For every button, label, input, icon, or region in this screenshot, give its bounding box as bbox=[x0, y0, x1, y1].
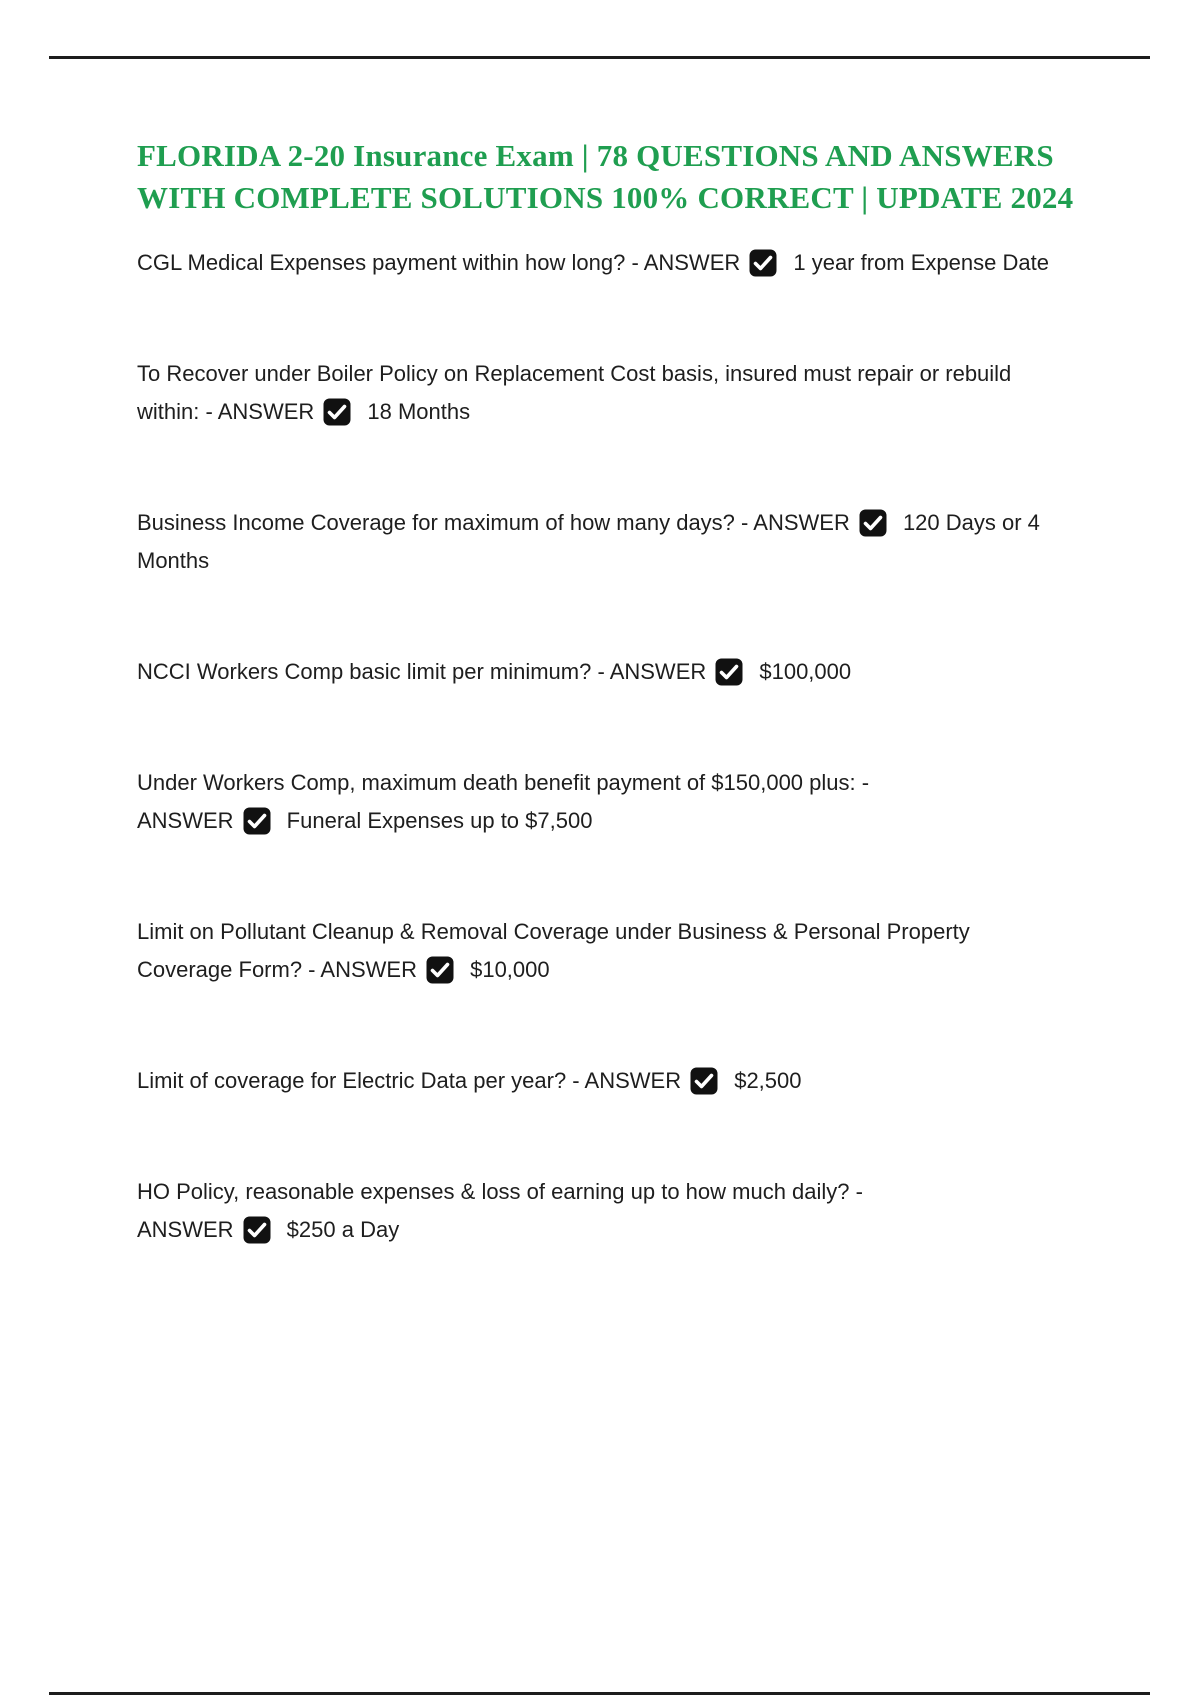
document-content bbox=[137, 135, 1095, 1322]
checked-checkbox-icon bbox=[323, 398, 351, 426]
answer-text: $100,000 bbox=[753, 659, 852, 684]
checked-checkbox-icon bbox=[426, 956, 454, 984]
qa-list bbox=[137, 244, 1095, 1249]
answer-text: $10,000 bbox=[463, 957, 550, 982]
answer-label: ANSWER bbox=[320, 957, 417, 982]
checked-checkbox-icon bbox=[859, 509, 887, 537]
qa-item bbox=[137, 764, 1049, 840]
question-text: CGL Medical Expenses payment within how long? - bbox=[137, 250, 639, 275]
qa-item bbox=[137, 355, 1049, 431]
page-title: FLORIDA 2-20 Insurance Exam | 78 QUESTIONS AND ANSWERS WITH COMPLETE SOLUTIONS 100% CORRECT | UPDATE 2024 bbox=[137, 138, 1074, 215]
answer-label: ANSWER bbox=[137, 1217, 234, 1242]
answer-text: 120 Days or 4 Months bbox=[137, 510, 1040, 573]
question-text: Limit on Pollutant Cleanup & Removal Coverage under Business & Personal Property Coverage Form? - bbox=[137, 919, 970, 982]
answer-text: $2,500 bbox=[728, 1068, 802, 1093]
checked-checkbox-icon bbox=[243, 807, 271, 835]
top-horizontal-rule bbox=[49, 56, 1150, 59]
answer-unit bbox=[585, 1068, 729, 1093]
answer-unit bbox=[644, 250, 788, 275]
answer-label: ANSWER bbox=[137, 808, 234, 833]
qa-item bbox=[137, 504, 1049, 580]
answer-label: ANSWER bbox=[753, 510, 850, 535]
answer-unit bbox=[137, 808, 281, 833]
answer-label: ANSWER bbox=[584, 1068, 682, 1093]
question-text: HO Policy, reasonable expenses & loss of earning up to how much daily? - bbox=[137, 1179, 863, 1204]
checked-checkbox-icon bbox=[715, 658, 743, 686]
question-text: Business Income Coverage for maximum of how many days? - bbox=[137, 510, 749, 535]
answer-unit bbox=[320, 957, 464, 982]
answer-text: Funeral Expenses up to $7,500 bbox=[280, 808, 593, 833]
question-text: To Recover under Boiler Policy on Replacement Cost basis, insured must repair or rebuild within: - bbox=[137, 361, 1012, 424]
question-text: NCCI Workers Comp basic limit per minimum? - bbox=[137, 659, 605, 684]
question-text: Limit of coverage for Electric Data per year? - bbox=[137, 1068, 580, 1093]
answer-unit bbox=[610, 659, 754, 684]
answer-unit bbox=[753, 510, 897, 535]
qa-item bbox=[137, 653, 1049, 691]
qa-item bbox=[137, 1062, 1049, 1100]
checked-checkbox-icon bbox=[243, 1216, 271, 1244]
qa-item bbox=[137, 913, 1049, 989]
qa-item bbox=[137, 244, 1049, 282]
answer-unit bbox=[218, 399, 362, 424]
question-text: Under Workers Comp, maximum death benefit payment of $150,000 plus: - bbox=[137, 770, 870, 795]
answer-text: 1 year from Expense Date bbox=[787, 250, 1049, 275]
answer-label: ANSWER bbox=[609, 659, 707, 684]
answer-unit bbox=[137, 1217, 281, 1242]
answer-text: 18 Months bbox=[361, 399, 471, 424]
bottom-horizontal-rule bbox=[49, 1692, 1150, 1695]
answer-text: $250 a Day bbox=[280, 1217, 400, 1242]
qa-item bbox=[137, 1173, 1049, 1249]
checked-checkbox-icon bbox=[749, 249, 777, 277]
checked-checkbox-icon bbox=[690, 1067, 718, 1095]
answer-label: ANSWER bbox=[217, 399, 315, 424]
answer-label: ANSWER bbox=[643, 250, 741, 275]
